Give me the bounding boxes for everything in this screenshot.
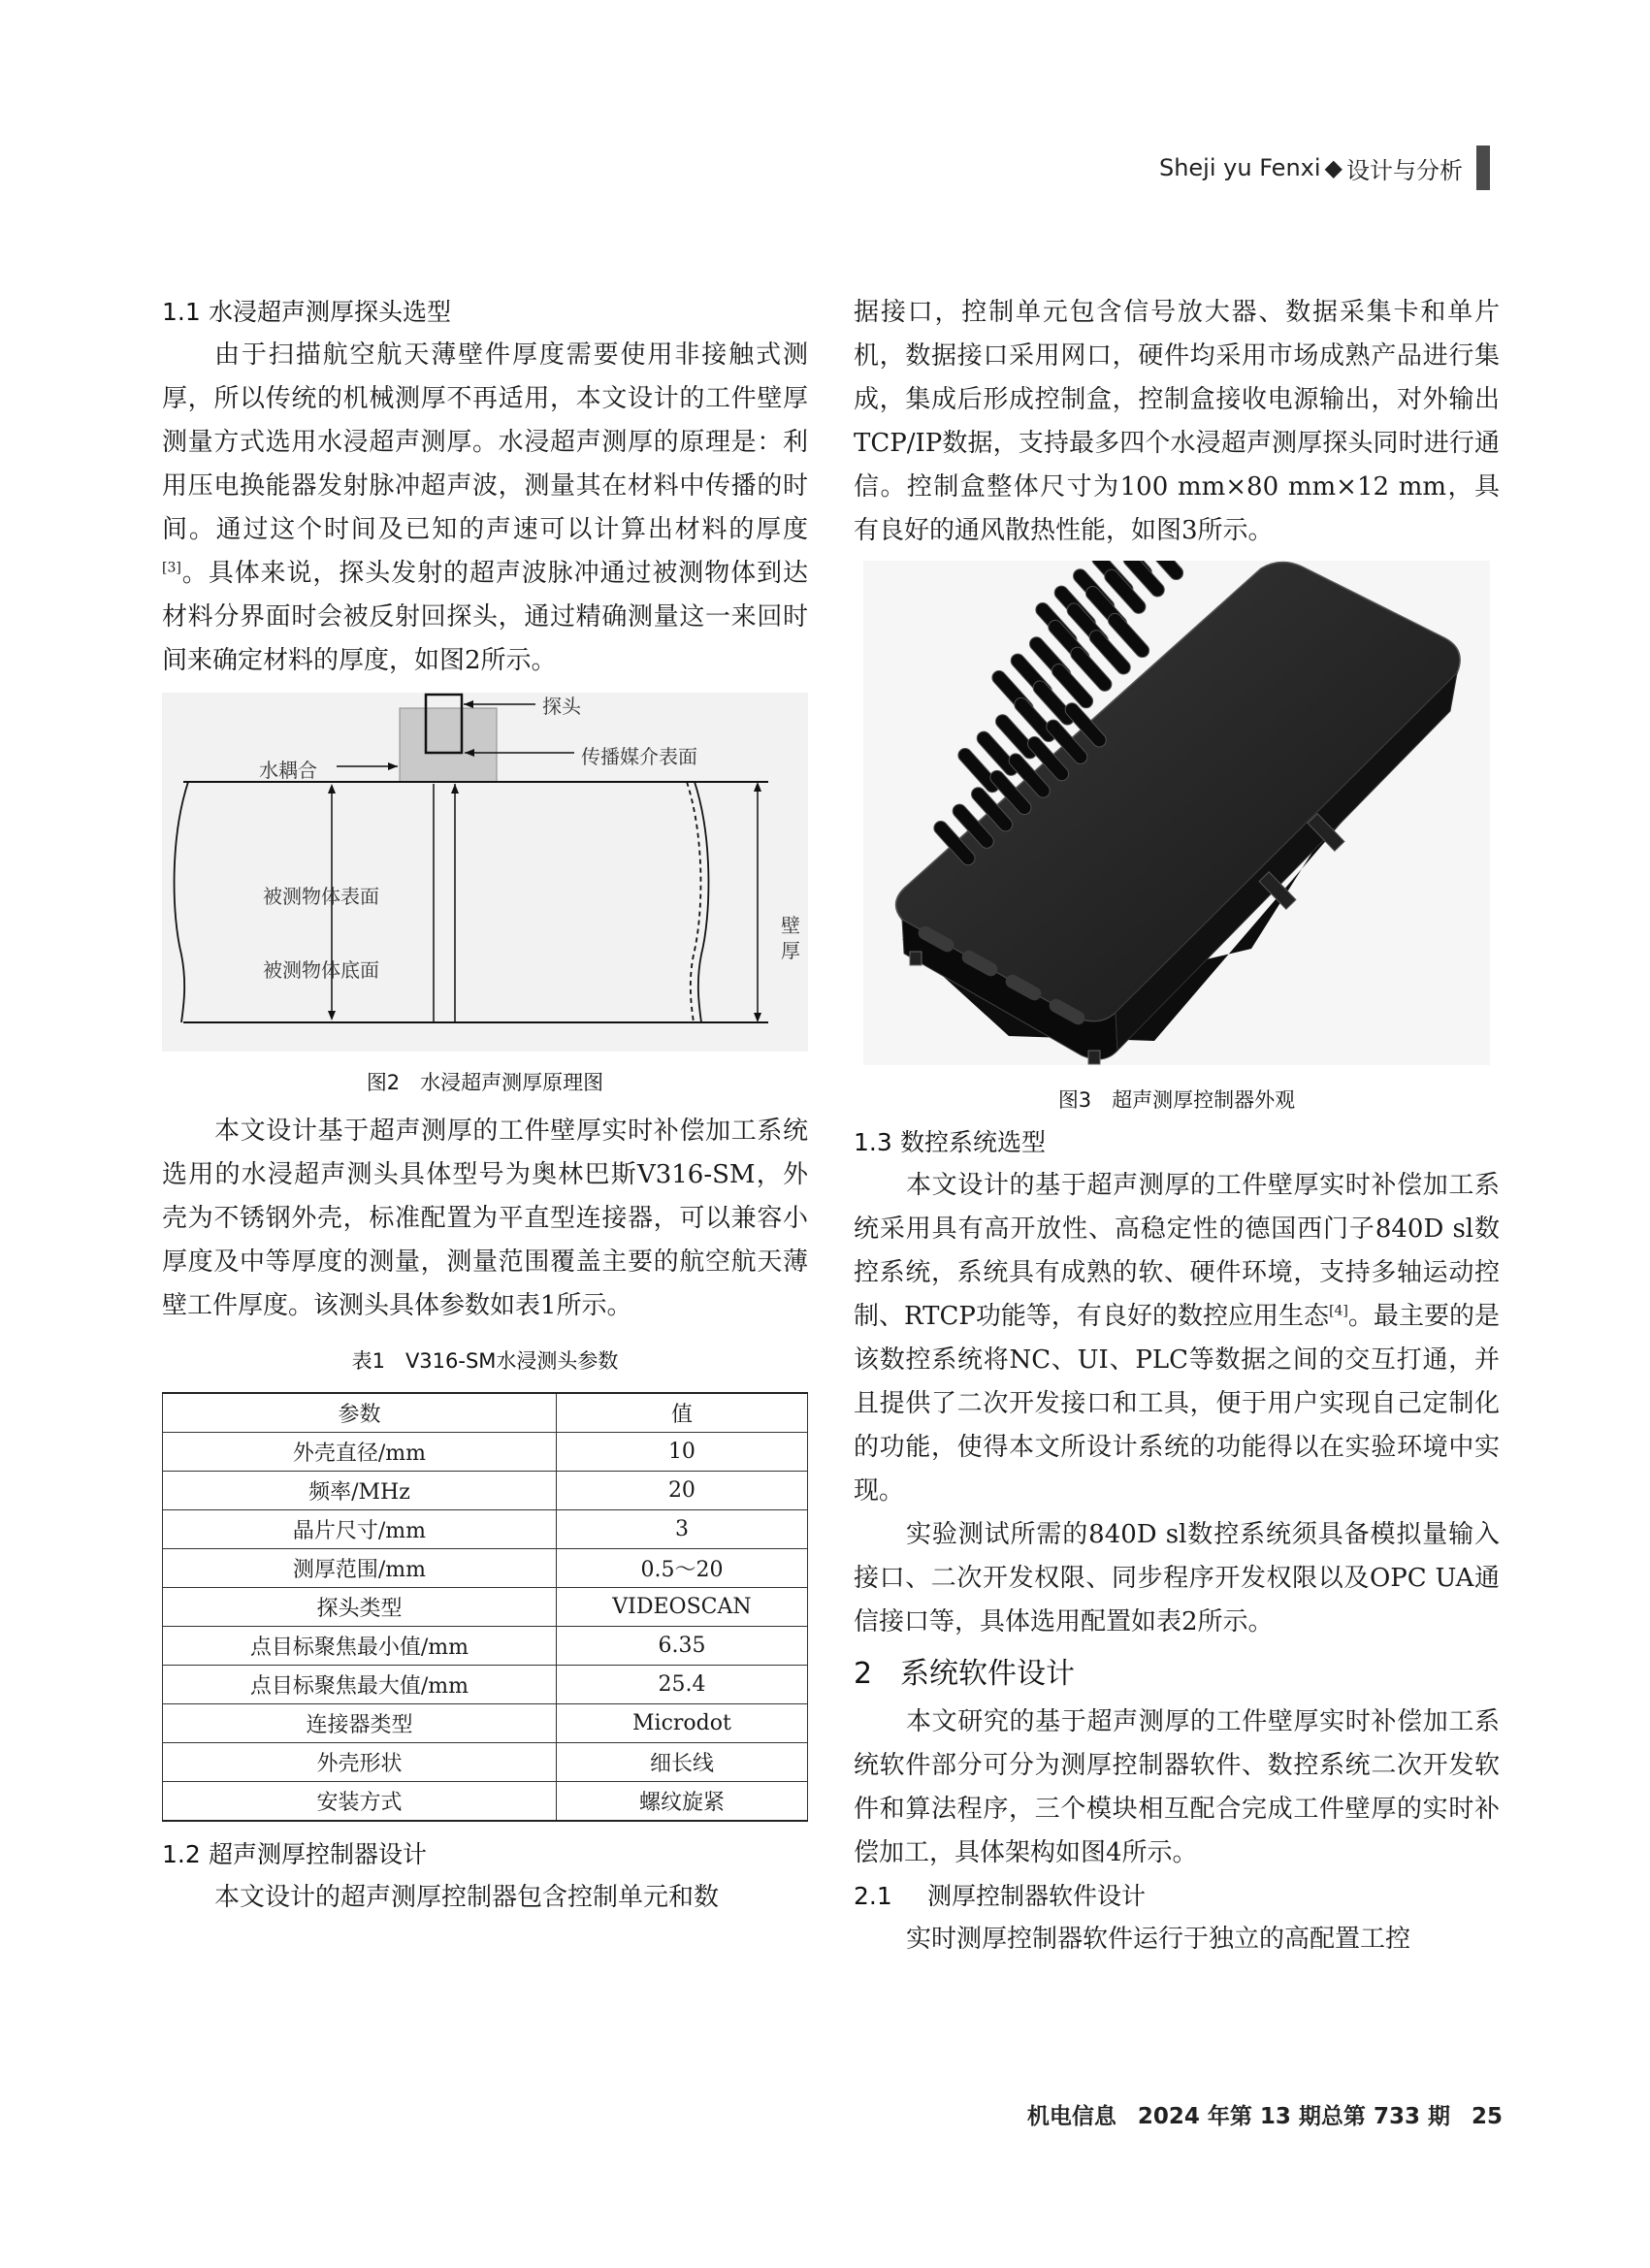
- header-diamond-icon: ◆: [1324, 154, 1343, 181]
- table-cell: 0.5～20: [556, 1549, 807, 1588]
- table-cell: VIDEOSCAN: [556, 1588, 807, 1627]
- page-footer: [1014, 2098, 1503, 2130]
- table-header-cell: 参数: [163, 1393, 557, 1433]
- label-object-bottom: 被测物体底面: [263, 958, 379, 982]
- table-cell: 测厚范围/mm: [163, 1549, 557, 1588]
- table-row: [163, 1704, 808, 1743]
- paragraph-4: [854, 1164, 1500, 1513]
- table-row: [163, 1433, 808, 1472]
- figure-2-diagram: [162, 693, 808, 1052]
- section-number: 2: [854, 1657, 873, 1691]
- section-number: 1.3: [854, 1128, 892, 1156]
- table-1: [162, 1392, 808, 1822]
- paragraph-text: 由于扫描航空航天薄壁件厚度需要使用非接触式测厚，所以传统的机械测厚不再适用，本文设计的工件壁厚测量方式选用水浸超声测厚。水浸超声测厚的原理是：利用压电换能器发射脉冲超声波，测量其在材料中传播的时间。通过这个时间及已知的声速可以计算出材料的厚度: [162, 340, 808, 544]
- table-cell: 20: [556, 1472, 807, 1510]
- table-cell: 点目标聚焦最大值/mm: [163, 1666, 557, 1704]
- table-row: [163, 1627, 808, 1666]
- table-row: [163, 1743, 808, 1782]
- label-wall-2: 厚: [781, 939, 800, 962]
- paragraph-5: 实验测试所需的840D sl数控系统须具备模拟量输入接口、二次开发权限、同步程序开发权限以及OPC UA通信接口等，具体选用配置如表2所示。: [854, 1520, 1500, 1636]
- table-row: [163, 1510, 808, 1549]
- table-cell: 6.35: [556, 1627, 807, 1666]
- table-row: [163, 1588, 808, 1627]
- citation-ref: [4]: [1329, 1303, 1348, 1319]
- section-title: 水浸超声测厚探头选型: [209, 298, 452, 326]
- section-title: 数控系统选型: [900, 1128, 1047, 1156]
- section-number: 2.1: [854, 1882, 892, 1910]
- section-title: 系统软件设计: [900, 1657, 1075, 1691]
- right-column: [854, 291, 1500, 1961]
- paragraph-2: 本文设计基于超声测厚的工件壁厚实时补偿加工系统选用的水浸超声测头具体型号为奥林巴斯V316-SM，外壳为不锈钢外壳，标准配置为平直型连接器，可以兼容小厚度及中等厚度的测量，测量范围覆盖主要的航空航天薄壁工件厚度。该测头具体参数如表1所示。: [162, 1117, 808, 1320]
- section-1-3-heading: [854, 1121, 1500, 1164]
- table-1-caption: 表1 V316-SM水浸测头参数: [351, 1349, 619, 1373]
- figure-2-caption: 图2 水浸超声测厚原理图: [366, 1071, 604, 1094]
- paragraph-text: 本文设计的基于超声测厚的工件壁厚实时补偿加工系统采用具有高开放性、高稳定性的德国西门子840D sl数控系统，系统具有成熟的软、硬件环境，支持多轴运动控制、RTCP功能等，有良好的数控应用生态: [854, 1171, 1500, 1331]
- paragraph-text: 。具体来说，探头发射的超声波脉冲通过被测物体到达材料分界面时会被反射回探头，通过精确测量这一来回时间来确定材料的厚度，如图2所示。: [162, 559, 808, 675]
- running-header: [1159, 146, 1490, 190]
- table-row: [163, 1472, 808, 1510]
- paragraph-text: 。最主要的是该数控系统将NC、UI、PLC等数据之间的交互打通，并且提供了二次开发接口和工具，便于用户实现自己定制化的功能，使得本文所设计系统的功能得以在实验环境中实现。: [854, 1302, 1500, 1506]
- table-cell: 探头类型: [163, 1588, 557, 1627]
- section-title: 超声测厚控制器设计: [209, 1840, 428, 1868]
- table-cell: 10: [556, 1433, 807, 1472]
- paragraph-6: 本文研究的基于超声测厚的工件壁厚实时补偿加工系统软件部分可分为测厚控制器软件、数控系统二次开发软件和算法程序，三个模块相互配合完成工件壁厚的实时补偿加工，具体架构如图4所示。: [854, 1707, 1500, 1867]
- table-cell: 安装方式: [163, 1782, 557, 1822]
- section-number: 1.2: [162, 1840, 201, 1868]
- table-cell: 外壳形状: [163, 1743, 557, 1782]
- table-row: [163, 1666, 808, 1704]
- paragraph-1: [162, 334, 808, 683]
- section-title: 测厚控制器软件设计: [927, 1882, 1147, 1910]
- table-cell: 频率/MHz: [163, 1472, 557, 1510]
- table-header-cell: 值: [556, 1393, 807, 1433]
- section-1-2-heading: [162, 1833, 808, 1876]
- table-cell: 外壳直径/mm: [163, 1433, 557, 1472]
- header-pinyin: Sheji yu Fenxi: [1158, 154, 1321, 181]
- left-column: [162, 291, 808, 1920]
- footer-journal: 机电信息: [1026, 2104, 1116, 2129]
- controller-box-illustration: [863, 561, 1490, 1065]
- label-wall-1: 壁: [781, 914, 800, 937]
- table-header-row: [163, 1393, 808, 1433]
- figure-2-svg: [162, 693, 808, 1052]
- table-row: [163, 1782, 808, 1822]
- header-bar: [1476, 146, 1490, 190]
- table-cell: 连接器类型: [163, 1704, 557, 1743]
- label-water-coupling: 水耦合: [259, 759, 317, 782]
- footer-issue: 2024 年第 13 期总第 733 期: [1137, 2104, 1450, 2129]
- section-2-heading: [854, 1648, 1500, 1701]
- table-cell: 25.4: [556, 1666, 807, 1704]
- figure-3-image: [863, 561, 1490, 1065]
- page-number: 25: [1471, 2104, 1503, 2129]
- table-cell: 细长线: [556, 1743, 807, 1782]
- label-object-top: 被测物体表面: [263, 885, 379, 908]
- table-cell: 点目标聚焦最小值/mm: [163, 1627, 557, 1666]
- citation-ref: [3]: [162, 560, 181, 576]
- section-2-1-heading: [854, 1875, 1500, 1918]
- label-probe: 探头: [542, 695, 581, 718]
- table-cell: 3: [556, 1510, 807, 1549]
- figure-3-caption: 图3 超声测厚控制器外观: [1057, 1088, 1296, 1112]
- paragraph-7: 实时测厚控制器软件运行于独立的高配置工控: [906, 1925, 1411, 1954]
- section-1-1-heading: [162, 291, 808, 334]
- table-row: [163, 1549, 808, 1588]
- paragraph-3-continued: 据接口，控制单元包含信号放大器、数据采集卡和单片机，数据接口采用网口，硬件均采用市场成熟产品进行集成，集成后形成控制盒，控制盒接收电源输出，对外输出TCP/IP数据，支持最多四个水浸超声测厚探头同时进行通信。控制盒整体尺寸为100 mm×80 mm×12 mm，具有良好的通风散热性能，如图3所示。: [854, 298, 1500, 545]
- table-cell: Microdot: [556, 1704, 807, 1743]
- table-cell: 晶片尺寸/mm: [163, 1510, 557, 1549]
- header-section: 设计与分析: [1346, 156, 1463, 184]
- table-cell: 螺纹旋紧: [556, 1782, 807, 1822]
- section-number: 1.1: [162, 298, 201, 326]
- label-medium-surface: 传播媒介表面: [581, 745, 697, 768]
- paragraph-3: 本文设计的超声测厚控制器包含控制单元和数: [214, 1883, 720, 1912]
